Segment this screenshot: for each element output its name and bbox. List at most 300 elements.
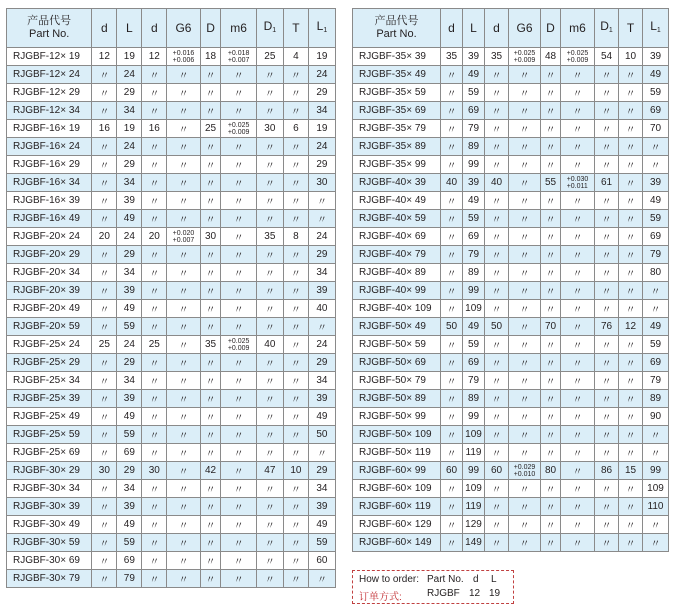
cell-T: 〃	[283, 552, 308, 570]
cell-g6: 〃	[167, 516, 200, 534]
cell-part-no: RJGBF-16× 29	[7, 156, 92, 174]
cell-T: 〃	[283, 156, 308, 174]
cell-T: 〃	[619, 138, 643, 156]
cell-d: 〃	[441, 372, 463, 390]
cell-part-no: RJGBF-30× 34	[7, 480, 92, 498]
cell-m6	[221, 120, 256, 138]
cell-L1: 49	[643, 192, 669, 210]
cell-L1: 〃	[643, 138, 669, 156]
cell-m6: 〃	[561, 534, 595, 552]
cell-D1: 〃	[595, 426, 619, 444]
table-row	[7, 318, 336, 336]
order-val-part: RJGBF	[427, 588, 460, 599]
header-m6: m6	[561, 9, 595, 48]
cell-D1: 〃	[595, 498, 619, 516]
cell-L: 59	[463, 210, 485, 228]
cell-L: 29	[117, 354, 142, 372]
table-row	[7, 228, 336, 246]
cell-part-no: RJGBF-60× 119	[353, 498, 441, 516]
cell-g6: 〃	[167, 390, 200, 408]
cell-D: 18	[200, 48, 221, 66]
cell-part-no: RJGBF-25× 69	[7, 444, 92, 462]
cell-m6: 〃	[561, 372, 595, 390]
cell-L1: 29	[308, 156, 335, 174]
cell-g6: 〃	[509, 534, 541, 552]
cell-d2: 〃	[142, 66, 167, 84]
table-row	[7, 390, 336, 408]
header-D1: $D_1$	[595, 9, 619, 48]
header-D: D	[541, 9, 561, 48]
cell-L1: 89	[643, 390, 669, 408]
cell-m6: 〃	[221, 156, 256, 174]
cell-L1: 49	[643, 66, 669, 84]
table-row	[7, 570, 336, 588]
cell-m6	[221, 48, 256, 66]
order-val-L: 19	[489, 588, 501, 599]
cell-T: 〃	[283, 336, 308, 354]
cell-part-no: RJGBF-12× 19	[7, 48, 92, 66]
cell-L: 29	[117, 156, 142, 174]
header-L1: $L_1$	[643, 9, 669, 48]
cell-D: 〃	[200, 264, 221, 282]
cell-D1: 〃	[595, 210, 619, 228]
cell-L: 34	[117, 264, 142, 282]
cell-part-no: RJGBF-40× 59	[353, 210, 441, 228]
cell-L1: 39	[308, 390, 335, 408]
cell-D: 〃	[541, 300, 561, 318]
cell-part-no: RJGBF-20× 34	[7, 264, 92, 282]
table-row	[7, 246, 336, 264]
cell-D1: 〃	[595, 192, 619, 210]
cell-D: 〃	[541, 264, 561, 282]
cell-D1: 〃	[595, 102, 619, 120]
cell-part-no: RJGBF-40× 89	[353, 264, 441, 282]
cell-m6: 〃	[561, 102, 595, 120]
cell-d: 〃	[441, 210, 463, 228]
cell-L: 39	[463, 48, 485, 66]
cell-L: 49	[117, 210, 142, 228]
order-example-box	[352, 570, 514, 604]
cell-m6: 〃	[221, 246, 256, 264]
table-row	[7, 372, 336, 390]
cell-g6: 〃	[167, 210, 200, 228]
cell-L1: 〃	[643, 300, 669, 318]
cell-L1: 39	[308, 282, 335, 300]
cell-D: 〃	[200, 102, 221, 120]
cell-T: 〃	[619, 516, 643, 534]
cell-d2: 〃	[485, 264, 509, 282]
cell-T: 〃	[619, 66, 643, 84]
cell-L1: 50	[308, 426, 335, 444]
table-row	[353, 462, 669, 480]
cell-m6: 〃	[561, 66, 595, 84]
cell-part-no: RJGBF-50× 99	[353, 408, 441, 426]
header-L: L	[463, 9, 485, 48]
cell-L: 39	[117, 282, 142, 300]
cell-T: 〃	[619, 498, 643, 516]
cell-D1: 〃	[256, 498, 283, 516]
cell-D: 48	[541, 48, 561, 66]
cell-L: 59	[117, 426, 142, 444]
cell-D1: 〃	[595, 408, 619, 426]
cell-L: 39	[117, 498, 142, 516]
cell-part-no: RJGBF-50× 49	[353, 318, 441, 336]
cell-D: 〃	[200, 354, 221, 372]
cell-D1: 〃	[256, 444, 283, 462]
cell-g6: 〃	[167, 246, 200, 264]
cell-g6: 〃	[509, 228, 541, 246]
cell-d2: 〃	[142, 516, 167, 534]
header-T: T	[619, 9, 643, 48]
cell-L: 79	[463, 372, 485, 390]
cell-T: 〃	[619, 102, 643, 120]
cell-part-no: RJGBF-16× 24	[7, 138, 92, 156]
cell-L1: 34	[308, 480, 335, 498]
table-row	[7, 120, 336, 138]
cell-D1: 〃	[595, 390, 619, 408]
cell-T: 〃	[619, 480, 643, 498]
cell-L: 24	[117, 336, 142, 354]
cell-g6	[509, 462, 541, 480]
cell-g6: 〃	[509, 480, 541, 498]
cell-T: 〃	[619, 210, 643, 228]
tolerance-value: +0.025 +0.009	[227, 121, 250, 136]
table-row	[7, 462, 336, 480]
cell-g6	[167, 228, 200, 246]
cell-d: 〃	[92, 516, 117, 534]
cell-g6: 〃	[509, 336, 541, 354]
cell-T: 〃	[619, 156, 643, 174]
cell-D1: 30	[256, 120, 283, 138]
cell-L1: 〃	[643, 516, 669, 534]
cell-L: 39	[117, 192, 142, 210]
cell-g6: 〃	[509, 390, 541, 408]
cell-m6: 〃	[221, 534, 256, 552]
cell-D: 〃	[200, 300, 221, 318]
cell-d2: 〃	[142, 318, 167, 336]
cell-D1: 〃	[595, 336, 619, 354]
cell-D1: 〃	[256, 264, 283, 282]
cell-g6: 〃	[167, 120, 200, 138]
cell-D: 〃	[200, 66, 221, 84]
cell-d: 〃	[441, 84, 463, 102]
cell-D: 〃	[200, 480, 221, 498]
cell-part-no: RJGBF-35× 39	[353, 48, 441, 66]
table-row	[353, 372, 669, 390]
tolerance-value: +0.016 +0.006	[172, 49, 195, 64]
cell-d: 〃	[441, 534, 463, 552]
cell-L: 39	[117, 390, 142, 408]
cell-g6: 〃	[509, 264, 541, 282]
cell-d: 〃	[92, 534, 117, 552]
cell-D: 〃	[541, 498, 561, 516]
cell-L: 79	[463, 246, 485, 264]
cell-m6: 〃	[221, 552, 256, 570]
cell-L: 129	[463, 516, 485, 534]
cell-L: 59	[463, 84, 485, 102]
cell-m6: 〃	[221, 408, 256, 426]
header-part-no: 产品代号 Part No.	[7, 9, 92, 48]
cell-d: 〃	[92, 498, 117, 516]
table-row	[353, 534, 669, 552]
cell-D: 〃	[541, 408, 561, 426]
cell-d2: 〃	[485, 138, 509, 156]
cell-L1: 39	[643, 174, 669, 192]
cell-T: 〃	[283, 480, 308, 498]
cell-m6: 〃	[561, 138, 595, 156]
cell-d2: 〃	[485, 228, 509, 246]
cell-d: 〃	[441, 300, 463, 318]
cell-D1: 〃	[256, 300, 283, 318]
cell-T: 〃	[619, 408, 643, 426]
cell-part-no: RJGBF-16× 19	[7, 120, 92, 138]
cell-part-no: RJGBF-30× 39	[7, 498, 92, 516]
cell-d2: 〃	[142, 156, 167, 174]
cell-part-no: RJGBF-40× 39	[353, 174, 441, 192]
cell-T: 〃	[283, 318, 308, 336]
table-row	[353, 444, 669, 462]
cell-T: 〃	[283, 570, 308, 588]
cell-part-no: RJGBF-20× 39	[7, 282, 92, 300]
cell-D1: 〃	[595, 264, 619, 282]
cell-d2: 〃	[485, 282, 509, 300]
cell-d: 〃	[441, 66, 463, 84]
cell-D: 〃	[200, 390, 221, 408]
tolerance-value: +0.020 +0.007	[172, 229, 195, 244]
cell-D: 〃	[200, 516, 221, 534]
table-row	[353, 282, 669, 300]
cell-D: 〃	[541, 534, 561, 552]
cell-L1: 60	[308, 552, 335, 570]
table-header-row	[7, 9, 336, 48]
cell-L1: 69	[643, 228, 669, 246]
cell-d: 〃	[92, 102, 117, 120]
cell-L: 69	[463, 228, 485, 246]
cell-D1: 〃	[256, 354, 283, 372]
cell-d2: 〃	[142, 174, 167, 192]
cell-d2: 〃	[142, 300, 167, 318]
cell-d: 〃	[441, 408, 463, 426]
header-g6: G6	[509, 9, 541, 48]
cell-D: 〃	[200, 444, 221, 462]
cell-L1: 79	[643, 372, 669, 390]
cell-part-no: RJGBF-50× 109	[353, 426, 441, 444]
cell-L1: 49	[308, 408, 335, 426]
cell-g6: 〃	[167, 570, 200, 588]
table-row	[7, 498, 336, 516]
cell-d2: 〃	[142, 372, 167, 390]
table-row	[7, 84, 336, 102]
table-row	[353, 264, 669, 282]
table-row	[353, 498, 669, 516]
cell-D1: 〃	[595, 66, 619, 84]
cell-g6: 〃	[509, 120, 541, 138]
header-d: d	[92, 9, 117, 48]
cell-D1: 〃	[256, 534, 283, 552]
cell-d2: 〃	[142, 552, 167, 570]
cell-part-no: RJGBF-35× 59	[353, 84, 441, 102]
cell-D: 〃	[541, 156, 561, 174]
cell-D: 〃	[200, 156, 221, 174]
cell-m6: 〃	[561, 516, 595, 534]
cell-D: 70	[541, 318, 561, 336]
cell-L: 69	[463, 354, 485, 372]
cell-part-no: RJGBF-50× 69	[353, 354, 441, 372]
cell-L1: 49	[308, 516, 335, 534]
cell-part-no: RJGBF-20× 49	[7, 300, 92, 318]
table-row	[353, 156, 669, 174]
cell-L1: 24	[308, 336, 335, 354]
table-row	[7, 138, 336, 156]
cell-D1: 40	[256, 336, 283, 354]
cell-T: 〃	[283, 210, 308, 228]
cell-d: 〃	[92, 174, 117, 192]
cell-T: 〃	[283, 390, 308, 408]
cell-d: 〃	[441, 120, 463, 138]
cell-d2: 〃	[485, 120, 509, 138]
cell-m6: 〃	[561, 408, 595, 426]
cell-L1: 29	[308, 354, 335, 372]
cell-T: 〃	[283, 372, 308, 390]
table-row	[353, 210, 669, 228]
cell-d: 〃	[92, 192, 117, 210]
order-col-L: L	[491, 574, 497, 585]
cell-m6: 〃	[221, 354, 256, 372]
cell-g6: 〃	[509, 156, 541, 174]
cell-L: 79	[117, 570, 142, 588]
cell-d: 〃	[92, 210, 117, 228]
cell-D1: 〃	[595, 354, 619, 372]
cell-T: 〃	[619, 444, 643, 462]
cell-d: 〃	[441, 444, 463, 462]
cell-D1: 〃	[256, 210, 283, 228]
cell-d2: 〃	[485, 336, 509, 354]
cell-m6: 〃	[221, 210, 256, 228]
cell-D1: 〃	[256, 102, 283, 120]
cell-T: 12	[619, 318, 643, 336]
cell-m6: 〃	[561, 192, 595, 210]
cell-T: 〃	[283, 192, 308, 210]
cell-d2: 25	[142, 336, 167, 354]
cell-L1: 79	[643, 246, 669, 264]
cell-d: 〃	[92, 300, 117, 318]
cell-g6: 〃	[167, 480, 200, 498]
cell-g6: 〃	[167, 444, 200, 462]
cell-d: 〃	[92, 570, 117, 588]
table-row	[353, 48, 669, 66]
cell-D: 〃	[541, 426, 561, 444]
cell-D1: 〃	[595, 300, 619, 318]
cell-L1: 34	[308, 102, 335, 120]
cell-L: 99	[463, 462, 485, 480]
cell-L: 59	[117, 534, 142, 552]
cell-L: 89	[463, 390, 485, 408]
tolerance-value: +0.029 +0.010	[513, 463, 536, 478]
order-col-part: Part No.	[427, 574, 464, 585]
cell-m6	[221, 336, 256, 354]
cell-L: 69	[463, 102, 485, 120]
cell-d: 〃	[92, 408, 117, 426]
cell-L1: 99	[643, 462, 669, 480]
cell-g6: 〃	[167, 426, 200, 444]
cell-T: 〃	[619, 174, 643, 192]
cell-g6: 〃	[509, 300, 541, 318]
cell-D1: 〃	[256, 372, 283, 390]
cell-d: 〃	[441, 390, 463, 408]
cell-L: 24	[117, 228, 142, 246]
cell-d: 〃	[441, 516, 463, 534]
cell-L: 34	[117, 372, 142, 390]
tolerance-value: +0.025 +0.009	[227, 337, 250, 352]
cell-m6: 〃	[561, 282, 595, 300]
cell-g6: 〃	[509, 372, 541, 390]
cell-m6: 〃	[221, 390, 256, 408]
table-row	[7, 480, 336, 498]
cell-d: 16	[92, 120, 117, 138]
cell-d: 〃	[441, 282, 463, 300]
cell-m6: 〃	[221, 228, 256, 246]
cell-L1: 19	[308, 120, 335, 138]
cell-d2: 〃	[485, 210, 509, 228]
table-row	[7, 210, 336, 228]
cell-L1: 24	[308, 66, 335, 84]
cell-L1: 〃	[643, 426, 669, 444]
cell-d2: 〃	[485, 372, 509, 390]
cell-D: 〃	[200, 192, 221, 210]
cell-L1: 109	[643, 480, 669, 498]
cell-m6: 〃	[561, 318, 595, 336]
cell-L: 119	[463, 498, 485, 516]
cell-part-no: RJGBF-60× 99	[353, 462, 441, 480]
cell-g6: 〃	[509, 354, 541, 372]
cell-part-no: RJGBF-20× 59	[7, 318, 92, 336]
cell-T: 6	[283, 120, 308, 138]
table-row	[353, 120, 669, 138]
cell-D1: 〃	[256, 156, 283, 174]
cell-D1: 25	[256, 48, 283, 66]
cell-D: 〃	[541, 282, 561, 300]
cell-D1: 〃	[256, 480, 283, 498]
cell-T: 〃	[619, 336, 643, 354]
table-header-row	[353, 9, 669, 48]
cell-T: 〃	[619, 372, 643, 390]
cell-m6: 〃	[221, 282, 256, 300]
cell-d: 〃	[441, 156, 463, 174]
cell-L1: 〃	[643, 534, 669, 552]
cell-T: 15	[619, 462, 643, 480]
cell-g6: 〃	[509, 408, 541, 426]
cell-L1: 80	[643, 264, 669, 282]
cell-D1: 〃	[256, 138, 283, 156]
table-row	[353, 102, 669, 120]
cell-g6: 〃	[167, 300, 200, 318]
cell-L: 49	[463, 66, 485, 84]
table-row	[353, 390, 669, 408]
cell-part-no: RJGBF-25× 59	[7, 426, 92, 444]
cell-T: 〃	[283, 354, 308, 372]
table-row	[7, 354, 336, 372]
cell-d2: 〃	[142, 534, 167, 552]
table-row	[353, 336, 669, 354]
cell-L: 24	[117, 138, 142, 156]
tolerance-value: +0.018 +0.007	[227, 49, 250, 64]
cell-D: 〃	[200, 552, 221, 570]
cell-d2: 〃	[485, 516, 509, 534]
cell-d: 〃	[441, 264, 463, 282]
cell-part-no: RJGBF-60× 149	[353, 534, 441, 552]
cell-g6: 〃	[167, 192, 200, 210]
cell-d2: 〃	[142, 138, 167, 156]
